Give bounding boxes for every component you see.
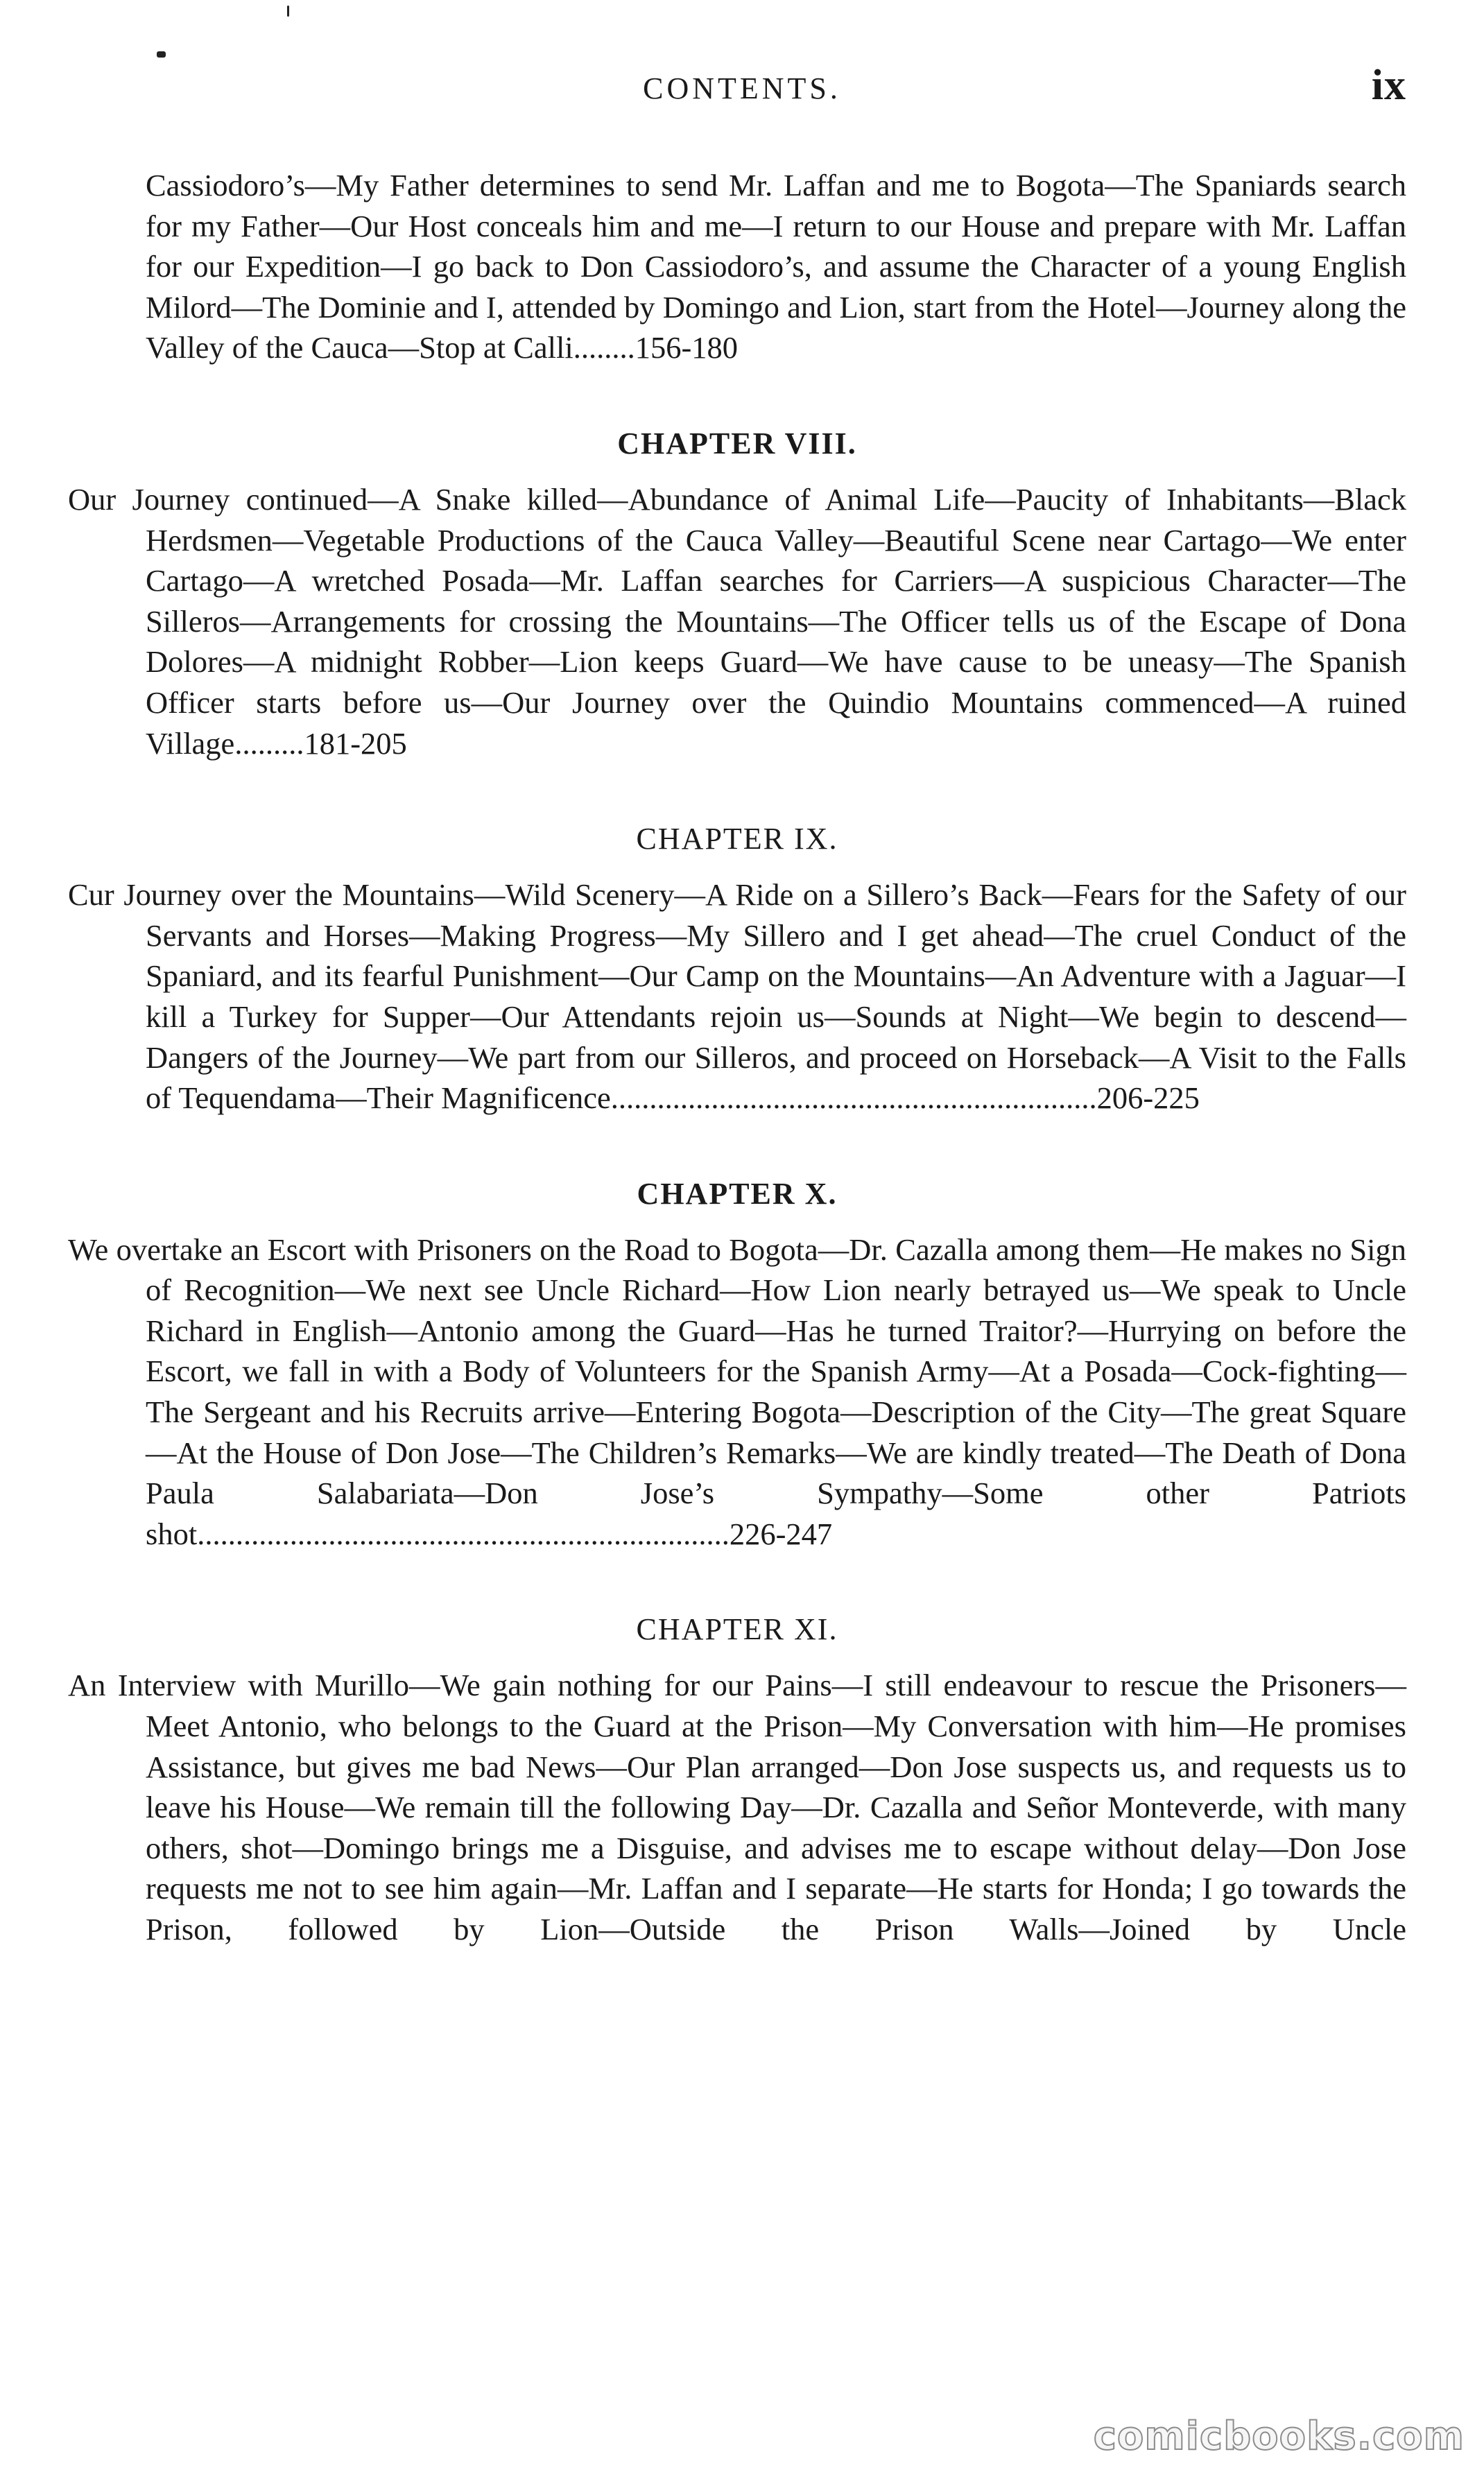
- chapter-heading: CHAPTER VIII.: [617, 426, 857, 460]
- entry-text: Cassiodoro’s—My Father determines to send Mr. Laffan and me to Bogota—The Spaniards search for my Father—Our Host conceals him and me—I return to our House and prepare with Mr. Laffan for our Expedition—I go back to Don Cassiodoro’s, and assume the Character of a young English Milord—The Dominie and I, attended by Domingo and Lion, start from the Hotel—Journey along the Valley of the Cauca—Stop at Calli: [146, 168, 1406, 365]
- chapter-xi: [68, 1600, 1406, 1949]
- contents-body: [68, 165, 1406, 1950]
- entry-text: Our Journey continued—A Snake killed—Abundance of Animal Life—Paucity of Inhabitants—Black Herdsmen—Vegetable Productions of the Cauca Valley—Beautiful Scene near Cartago—We enter Cartago—A wretched Posada—Mr. Laffan searches for Carriers—A suspicious Character—The Silleros—Arrangements for crossing the Mountains—The Officer tells us of the Escape of Dona Dolores—A midnight Robber—Lion keeps Guard—We have cause to be uneasy—The Spanish Officer starts before us—Our Journey over the Quindio Mountains commenced—A ruined Village: [68, 481, 1406, 761]
- chapter-entry: [68, 479, 1406, 763]
- watermark: comicbooks.com: [1093, 2414, 1465, 2459]
- entry-text: An Interview with Murillo—We gain nothing for our Pains—I still endeavour to rescue the Prisoners—Meet Antonio, who belongs to the Guard at the Prison—My Conversation with him—He promises Assistance, but gives me bad News—Our Plan arranged—Don Jose suspects us, and requests us to leave his House—We remain till the following Day—Dr. Cazalla and Señor Monteverde, with many others, shot—Domingo brings me a Disguise, and advises me to escape without delay—Don Jose requests me not to see him again—Mr. Laffan and I separate—He starts for Honda; I go towards the Prison, followed by Lion—Outside the Prison Walls—Joined by Uncle: [68, 1668, 1406, 1946]
- chapter-heading: CHAPTER XI.: [636, 1612, 838, 1647]
- ink-speck: [157, 51, 166, 58]
- chapter-heading: CHAPTER X.: [637, 1176, 838, 1211]
- chapter-entry: [68, 874, 1406, 1119]
- running-head: [0, 62, 1484, 115]
- dot-leaders: ...............................................................: [610, 1080, 1097, 1116]
- chapter-entry: [68, 1229, 1406, 1555]
- page-range: 206-225: [1096, 1080, 1200, 1116]
- dot-leaders: .....................................................................: [197, 1516, 730, 1551]
- ink-speck: [287, 6, 289, 17]
- chapter-x: [68, 1164, 1406, 1555]
- page-number: ix: [1371, 62, 1406, 109]
- dot-leaders: ........: [573, 330, 635, 365]
- entry-text: Cur Journey over the Mountains—Wild Scenery—A Ride on a Sillero’s Back—Fears for the Safety of our Servants and Horses—Making Progress—My Sillero and I get ahead—The cruel Conduct of the Spaniard, and its fearful Punishment—Our Camp on the Mountains—An Adventure with a Jaguar—I kill a Turkey for Supper—Our Attendants rejoin us—Sounds at Night—We begin to descend—Dangers of the Journey—We part from our Silleros, and proceed on Horseback—A Visit to the Falls of Tequendama—Their Magnificence: [68, 877, 1406, 1116]
- running-title: CONTENTS.: [643, 71, 841, 105]
- page-range: 226-247: [729, 1516, 833, 1551]
- dot-leaders: .........: [234, 725, 304, 761]
- continued-entry: [68, 165, 1406, 368]
- chapter-ix: [68, 809, 1406, 1119]
- chapter-viii: [68, 414, 1406, 763]
- chapter-heading: CHAPTER IX.: [636, 822, 838, 856]
- page-range: 156-180: [635, 330, 739, 365]
- entry-text: We overtake an Escort with Prisoners on the Road to Bogota—Dr. Cazalla among them—He makes no Sign of Recognition—We next see Uncle Richard—How Lion nearly betrayed us—We speak to Uncle Richard in English—Antonio among the Guard—Has he turned Traitor?—Hurrying on before the Escort, we fall in with a Body of Volunteers for the Spanish Army—At a Posada—Cock-fighting—The Sergeant and his Recruits arrive—Entering Bogota—Description of the City—The great Square—At the House of Don Jose—The Children’s Remarks—We are kindly treated—The Death of Dona Paula Salabariata—Don Jose’s Sympathy—Some other Patriots shot: [68, 1232, 1406, 1551]
- chapter-entry: [68, 1665, 1406, 1949]
- page-range: 181-205: [304, 725, 407, 761]
